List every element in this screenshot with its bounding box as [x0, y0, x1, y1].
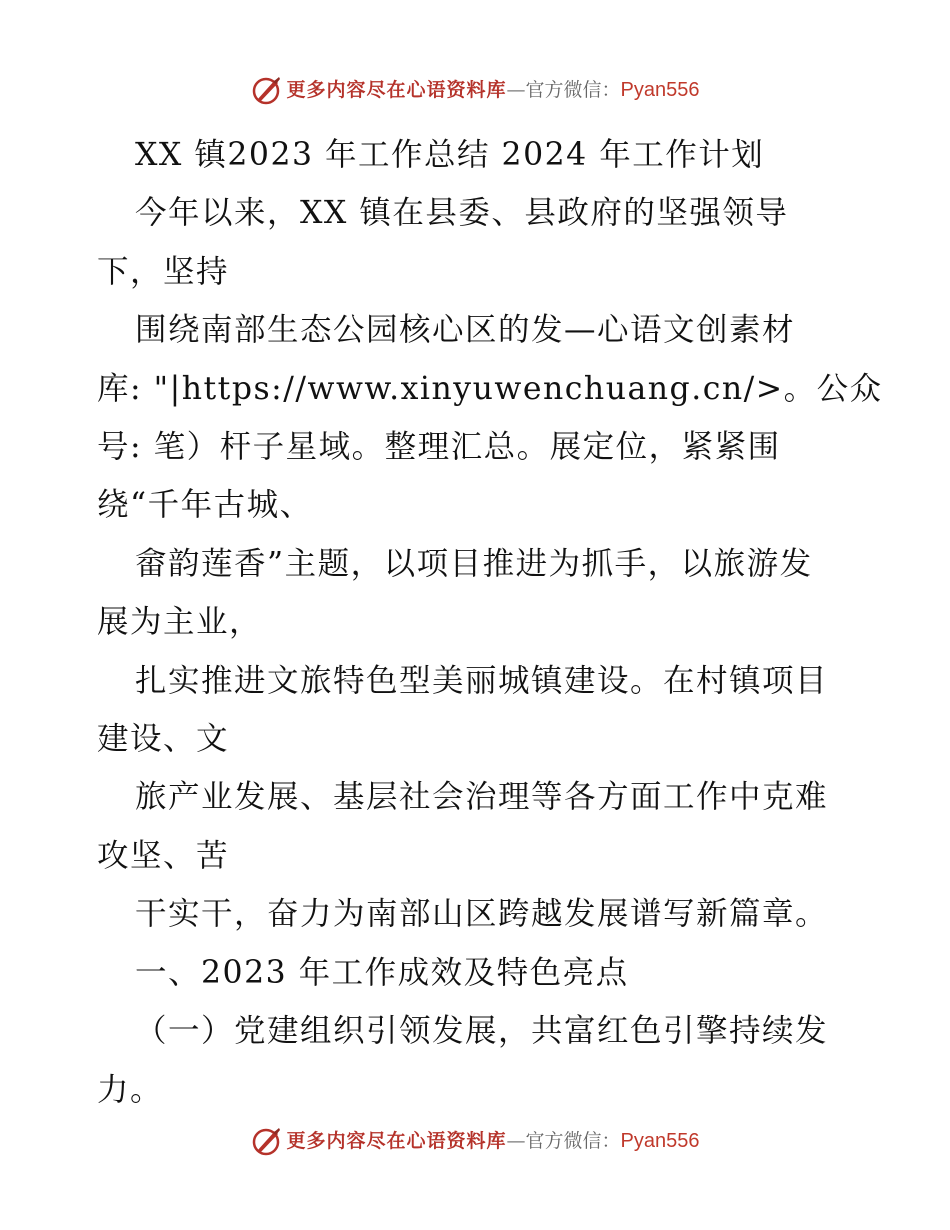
- watermark-wechat-id: Pyan556: [620, 1130, 700, 1152]
- watermark-text: 更多内容尽在心语资料库: [286, 1130, 507, 1152]
- body-line: 建设、文: [97, 721, 230, 758]
- section-heading: 一、2023 年工作成效及特色亮点: [135, 954, 629, 991]
- body-line: 畲韵莲香”主题，以项目推进为抓手，以旅游发: [135, 545, 813, 582]
- body-line: 攻坚、苦: [97, 837, 230, 874]
- body-line: 围绕南部生态公园核心区的发—心语文创素材: [135, 312, 796, 349]
- body-line: 绕“千年古城、: [97, 487, 313, 524]
- body-line: 库: "|https://www.xinyuwenchuang.cn/>。公众: [97, 370, 883, 407]
- watermark-banner-bottom: [0, 1125, 950, 1156]
- body-line: 力。: [97, 1071, 164, 1108]
- quill-pen-icon: [251, 75, 283, 105]
- watermark-text: 更多内容尽在心语资料库: [286, 79, 507, 101]
- body-line: 旅产业发展、基层社会治理等各方面工作中克难: [135, 779, 829, 816]
- watermark-banner-top: [0, 74, 950, 105]
- body-line: 下，坚持: [97, 253, 230, 290]
- body-line: 展为主业，: [97, 604, 263, 641]
- body-line: 今年以来，XX 镇在县委、县政府的坚强领导: [135, 195, 789, 232]
- document-title: XX 镇2023 年工作总结 2024 年工作计划: [135, 137, 765, 173]
- body-line: 扎实推进文旅特色型美丽城镇建设。在村镇项目: [135, 662, 829, 699]
- body-line: 干实干，奋力为南部山区跨越发展谱写新篇章。: [135, 896, 829, 933]
- watermark-wechat-id: Pyan556: [620, 79, 700, 101]
- document-body: [97, 126, 883, 1119]
- subsection-heading: （一）党建组织引领发展，共富红色引擎持续发: [135, 1013, 829, 1050]
- watermark-separator: —: [506, 1130, 526, 1152]
- watermark-wechat-label: 官方微信：: [525, 1130, 621, 1152]
- watermark-separator: —: [506, 79, 526, 101]
- body-line: 号: 笔）杆子星域。整理汇总。展定位，紧紧围: [97, 429, 781, 466]
- quill-pen-icon: [251, 1126, 283, 1156]
- watermark-wechat-label: 官方微信：: [525, 79, 621, 101]
